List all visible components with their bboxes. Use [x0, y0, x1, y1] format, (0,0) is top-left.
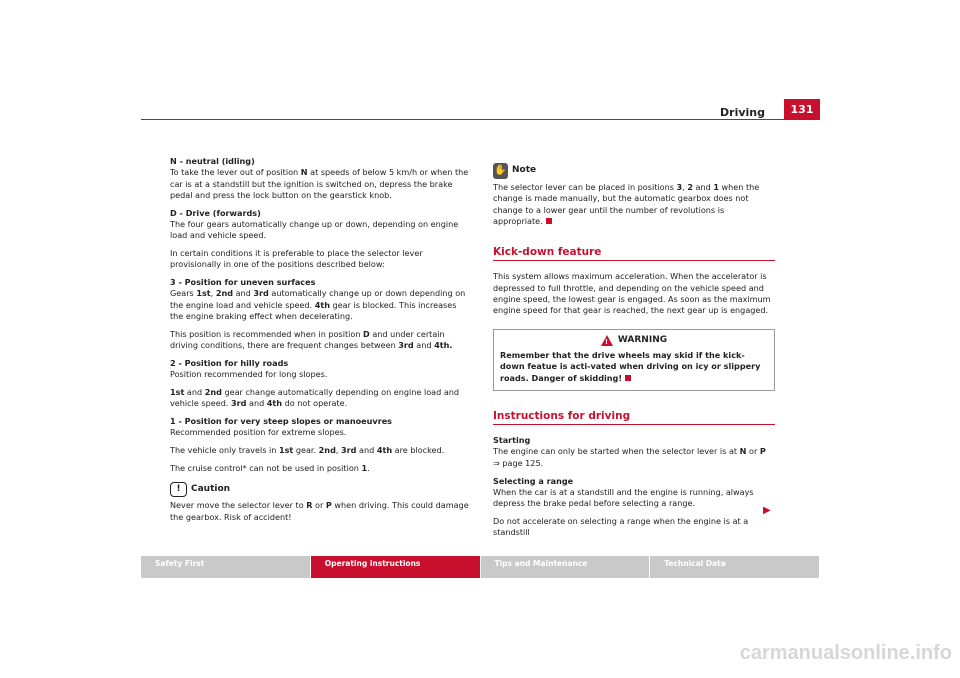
position-1-text-3: The cruise control* can not be used in position 1. [170, 463, 370, 474]
note-title: Note [512, 165, 537, 176]
note-heading [493, 163, 775, 179]
range-section [493, 476, 775, 510]
neutral-section [170, 156, 472, 201]
position-1-section [170, 416, 472, 439]
position-2-section [170, 358, 472, 381]
footer-tab-safety-first[interactable]: Safety First [141, 556, 311, 578]
caution-title: Caution [191, 484, 231, 495]
starting-text: The engine can only be started when the selector lever is at N or P ⇒ page 125. [493, 446, 766, 468]
warning-box [493, 329, 775, 391]
range-heading: Selecting a range [493, 475, 574, 486]
footer-tab-technical-data[interactable]: Technical Data [650, 556, 820, 578]
caution-text: Never move the selector lever to R or P when driving. This could damage the gearbox. Risk of accident! [170, 500, 469, 522]
warning-heading [500, 335, 768, 346]
neutral-heading: N - neutral (idling) [170, 156, 255, 166]
position-2-text-2: 1st and 2nd gear change automatically depending on engine load and vehicle speed. 3rd and 4th do not operate. [170, 387, 460, 409]
footer-tab-tips-maintenance[interactable]: Tips and Maintenance [481, 556, 651, 578]
position-1-heading: 1 - Position for very steep slopes or manoeuvres [170, 416, 392, 427]
position-3-heading: 3 - Position for uneven surfaces [170, 277, 316, 288]
note-hand-icon: ✋ [493, 163, 508, 179]
warning-title: WARNING [617, 334, 668, 345]
page-number: 131 [784, 99, 820, 119]
starting-section [493, 435, 775, 469]
continue-arrow-icon: ▶ [763, 505, 771, 516]
footer-tab-operating-instructions[interactable]: Operating instructions [311, 556, 481, 578]
drive-text: The four gears automatically change up or down, depending on engine load and vehicle speed. [170, 218, 459, 241]
header-divider [141, 119, 820, 120]
kick-down-text: This system allows maximum acceleration. When the accelerator is depressed to full throttle, and depending on the vehicle speed and engine speed, the lowest gear is engaged. As soon as the maximum engine speed for that gear is reached, the next gear up is engaged. [493, 271, 771, 316]
left-column [170, 156, 472, 523]
starting-heading: Starting [493, 435, 531, 446]
right-column [493, 163, 775, 545]
warning-text: Remember that the drive wheels may skid if the kick-down featue is acti-vated when driving on icy or slippery roads. Danger of skidding! [500, 349, 761, 383]
note-text: The selector lever can be placed in positions 3, 2 and 1 when the change is made manually, but the automatic gearbox does not change to a lower gear until the number of revolutions is appropriate. [493, 182, 760, 226]
position-2-text: Position recommended for long slopes. [170, 369, 328, 380]
footer-nav [141, 556, 820, 578]
position-2-heading: 2 - Position for hilly roads [170, 357, 289, 368]
page-section-title: Driving [720, 106, 765, 119]
watermark: carmanualsonline.info [739, 642, 952, 664]
position-3-text-2: This position is recommended when in position D and under certain driving conditions, there are frequent changes between 3rd and 4th. [170, 328, 453, 351]
range-text: When the car is at a standstill and the engine is running, always depress the brake pedal before selecting a range. [493, 486, 754, 509]
position-3-text: Gears 1st, 2nd and 3rd automatically change up or down depending on the engine load and vehicle speed. 4th gear is blocked. This increases the engine braking effect when decelerating. [170, 288, 466, 322]
drive-heading: D - Drive (forwards) [170, 207, 261, 218]
caution-heading [170, 482, 472, 497]
end-square-icon [546, 218, 552, 224]
position-3-section [170, 277, 472, 322]
kick-down-heading: Kick-down feature [493, 247, 775, 261]
end-square-icon [625, 375, 631, 381]
range-text-2: Do not accelerate on selecting a range when the engine is at a standstill [493, 515, 749, 538]
neutral-text: To take the lever out of position N at speeds of below 5 km/h or when the car is at a standstill but the ignition is switched on, depress the brake pedal and press the lock button on the gearstick knob. [170, 167, 469, 200]
drive-section [170, 208, 472, 242]
warning-triangle-icon: ! [601, 335, 613, 346]
instructions-heading: Instructions for driving [493, 411, 775, 425]
drive-text-2: In certain conditions it is preferable to place the selector lever provisionally in one of the positions described below: [170, 248, 423, 270]
position-1-text: Recommended position for extreme slopes. [170, 427, 347, 438]
position-1-text-2: The vehicle only travels in 1st gear. 2nd, 3rd and 4th are blocked. [170, 445, 445, 456]
caution-exclamation-icon: ! [170, 482, 187, 497]
